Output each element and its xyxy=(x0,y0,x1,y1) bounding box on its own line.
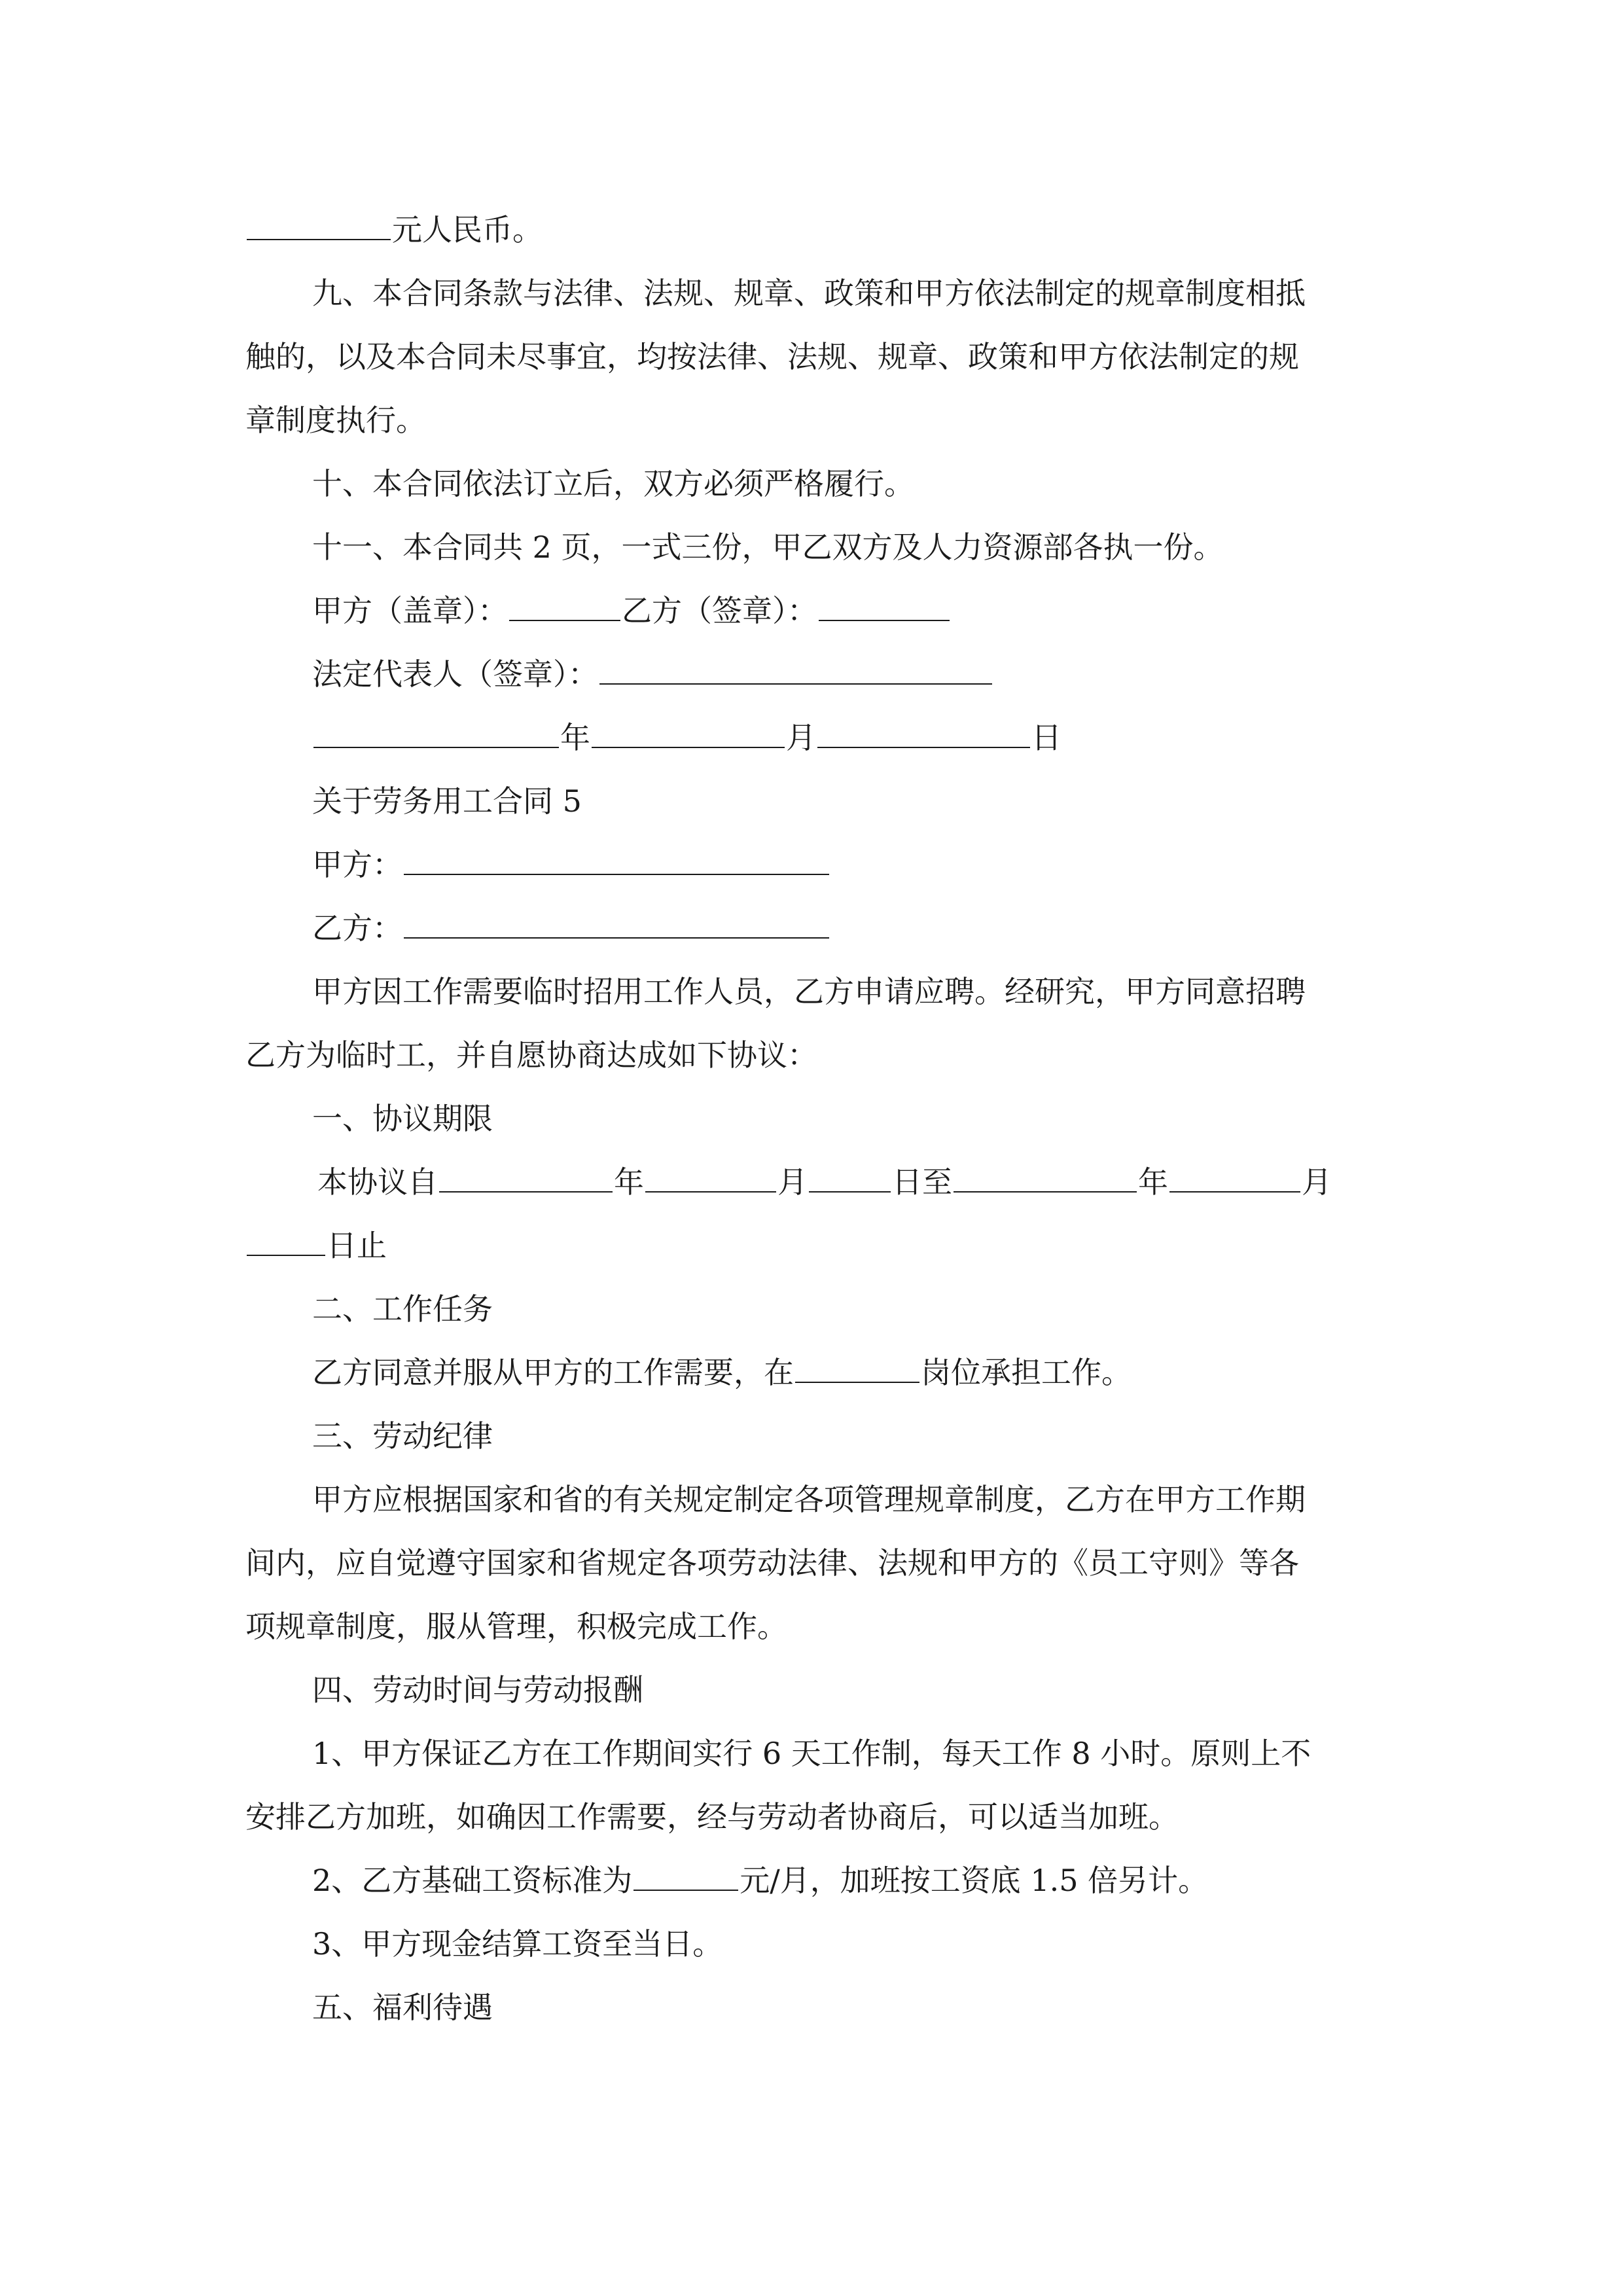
clause-1-cont: 安排乙方加班，如确因工作需要，经与劳动者协商后，可以适当加班。 xyxy=(245,1799,1179,1835)
section-heading-5: 五、福利待遇 xyxy=(312,1990,493,2025)
date-line: 年 月 日 xyxy=(312,706,1061,770)
party-a-line: 甲方： xyxy=(312,833,830,897)
section-heading-4: 四、劳动时间与劳动报酬 xyxy=(312,1672,643,1708)
blank-wage xyxy=(633,1858,738,1891)
blank-start-year xyxy=(439,1160,613,1193)
blank-month xyxy=(592,715,785,748)
blank-end-day xyxy=(247,1223,325,1256)
task-line: 乙方同意并服从甲方的工作需要，在 岗位承担工作。 xyxy=(312,1341,1132,1405)
blank-end-year xyxy=(954,1160,1137,1193)
paragraph-nine: 九、本合同条款与法律、法规、规章、政策和甲方依法制定的规章制度相抵 xyxy=(312,276,1306,311)
section-heading-1: 一、协议期限 xyxy=(312,1101,493,1136)
blank-start-day xyxy=(809,1160,891,1193)
clause-1: 1、甲方保证乙方在工作期间实行 6 天工作制，每天工作 8 小时。原则上不 xyxy=(312,1736,1311,1771)
blank-start-month xyxy=(645,1160,776,1193)
intro-paragraph-cont: 乙方为临时工，并自愿协商达成如下协议： xyxy=(245,1037,817,1073)
blank-day xyxy=(817,715,1030,748)
discipline-paragraph-end: 项规章制度，服从管理，积极完成工作。 xyxy=(245,1609,787,1644)
blank-amount xyxy=(247,207,391,240)
clause-2: 2、乙方基础工资标准为 元/月，加班按工资底 1.5 倍另计。 xyxy=(312,1849,1208,1912)
contract-title: 关于劳务用工合同 5 xyxy=(312,783,582,819)
clause-3: 3、甲方现金结算工资至当日。 xyxy=(312,1926,723,1962)
paragraph-eleven: 十一、本合同共 2 页，一式三份，甲乙双方及人力资源部各执一份。 xyxy=(312,529,1224,565)
text-line: 元人民币。 xyxy=(245,198,543,262)
section-heading-2: 二、工作任务 xyxy=(312,1291,493,1327)
blank-position xyxy=(795,1350,919,1383)
blank-party-b xyxy=(404,906,829,939)
section-heading-3: 三、劳动纪律 xyxy=(312,1418,493,1454)
blank-year xyxy=(313,715,559,748)
blank-legal-rep xyxy=(599,652,992,685)
paragraph-nine-end: 章制度执行。 xyxy=(245,403,426,438)
term-line-end: 日止 xyxy=(245,1214,387,1278)
paragraph-ten: 十、本合同依法订立后，双方必须严格履行。 xyxy=(312,466,914,501)
blank-end-month xyxy=(1169,1160,1300,1193)
paragraph-nine-cont: 触的，以及本合同未尽事宜，均按法律、法规、规章、政策和甲方依法制定的规 xyxy=(245,339,1299,374)
discipline-paragraph: 甲方应根据国家和省的有关规定制定各项管理规章制度，乙方在甲方工作期 xyxy=(312,1482,1306,1517)
term-line: 本协议自 年 月 日至 年 月 xyxy=(317,1151,1332,1214)
signature-party-line: 甲方（盖章）： 乙方（签章）： xyxy=(312,579,951,643)
legal-rep-line: 法定代表人（签章）： xyxy=(312,643,993,706)
blank-party-a xyxy=(404,842,829,875)
discipline-paragraph-cont: 间内，应自觉遵守国家和省规定各项劳动法律、法规和甲方的《员工守则》等各 xyxy=(245,1545,1299,1581)
party-b-line: 乙方： xyxy=(312,897,830,960)
blank-party-b-sign xyxy=(819,588,950,621)
intro-paragraph: 甲方因工作需要临时招用工作人员，乙方申请应聘。经研究，甲方同意招聘 xyxy=(312,974,1306,1009)
blank-party-a-seal xyxy=(509,588,620,621)
